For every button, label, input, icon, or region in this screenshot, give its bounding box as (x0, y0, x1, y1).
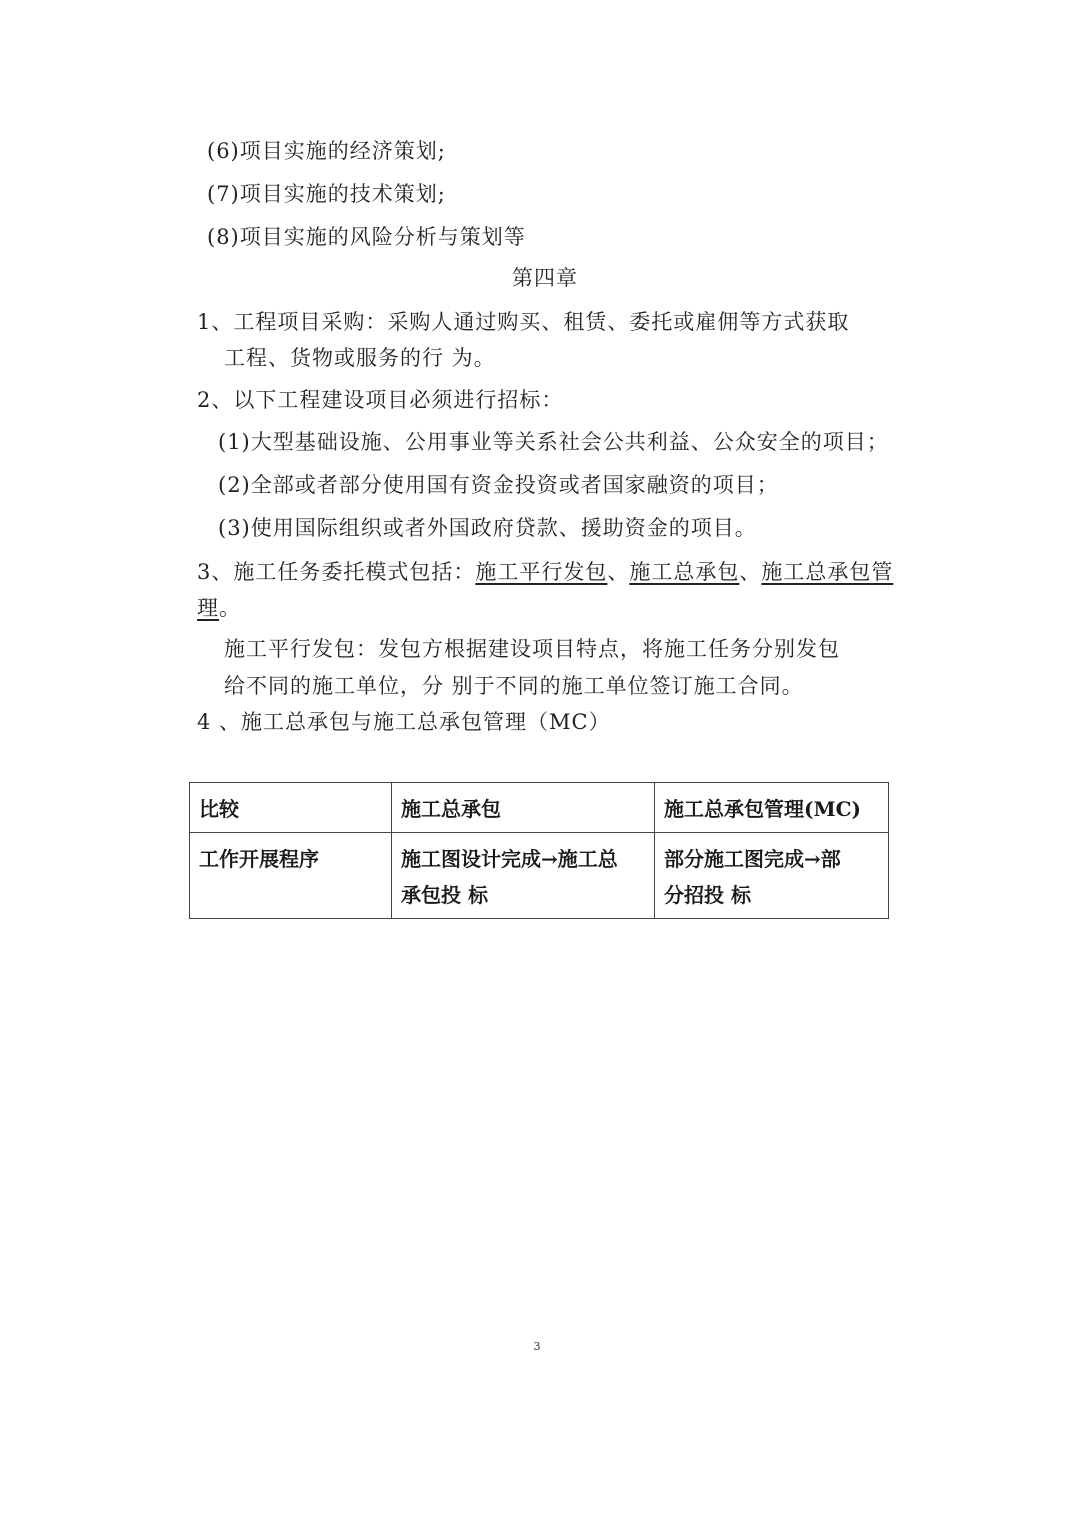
paragraph-3-prefix: 3、施工任务委托模式包括： (197, 560, 476, 584)
list-item: (1)大型基础设施、公用事业等关系社会公共利益、公众安全的项目； (218, 430, 889, 454)
list-item: (2)全部或者部分使用国有资金投资或者国家融资的项目； (218, 473, 779, 497)
paragraph-3-suffix: 。 (219, 596, 241, 620)
table-header: 施工总承包管理(MC) (655, 783, 889, 833)
list-item: (3)使用国际组织或者外国政府贷款、援助资金的项目。 (218, 516, 757, 540)
comparison-table (189, 782, 889, 919)
paragraph-2-title: 2、以下工程建设项目必须进行招标： (197, 388, 564, 412)
mode-general: 施工总承包 (629, 560, 740, 584)
row-label: 工作开展程序 (199, 847, 319, 871)
cell-line: 部分施工图完成→部 (664, 847, 841, 871)
table-cell (655, 833, 889, 919)
paragraph-4-title: 4 、施工总承包与施工总承包管理（MC） (197, 710, 611, 734)
table-cell (190, 833, 392, 919)
paragraph-1-line-2: 工程、货物或服务的行 为。 (224, 346, 496, 370)
separator: 、 (739, 560, 762, 584)
cell-line: 施工图设计完成→施工总 (401, 847, 618, 871)
table-row (190, 833, 889, 919)
mode-parallel: 施工平行发包 (475, 560, 608, 584)
cell-line: 分招投 标 (664, 883, 751, 907)
table-header: 比较 (190, 783, 392, 833)
list-item: (7)项目实施的技术策划; (207, 182, 446, 206)
paragraph-3-desc-line-2: 给不同的施工单位，分 别于不同的施工单位签订施工合同。 (224, 674, 804, 698)
separator: 、 (607, 560, 630, 584)
chapter-title: 第四章 (512, 266, 578, 290)
table-header: 施工总承包 (392, 783, 655, 833)
paragraph-3-line-2 (197, 594, 241, 622)
mode-management: 施工总承包管 (761, 560, 894, 584)
paragraph-1-line-1: 1、工程项目采购：采购人通过购买、租赁、委托或雇佣等方式获取 (197, 310, 850, 334)
paragraph-3-line-1 (197, 558, 893, 586)
cell-line: 承包投 标 (401, 883, 488, 907)
page-number: 3 (533, 1340, 541, 1353)
paragraph-3-desc-line-1: 施工平行发包：发包方根据建设项目特点，将施工任务分别发包 (224, 637, 840, 661)
table-cell (392, 833, 655, 919)
mode-management-end: 理 (197, 596, 219, 620)
list-item: (8)项目实施的风险分析与策划等 (207, 225, 526, 249)
table-header-row (190, 783, 889, 833)
list-item: (6)项目实施的经济策划; (207, 139, 446, 163)
